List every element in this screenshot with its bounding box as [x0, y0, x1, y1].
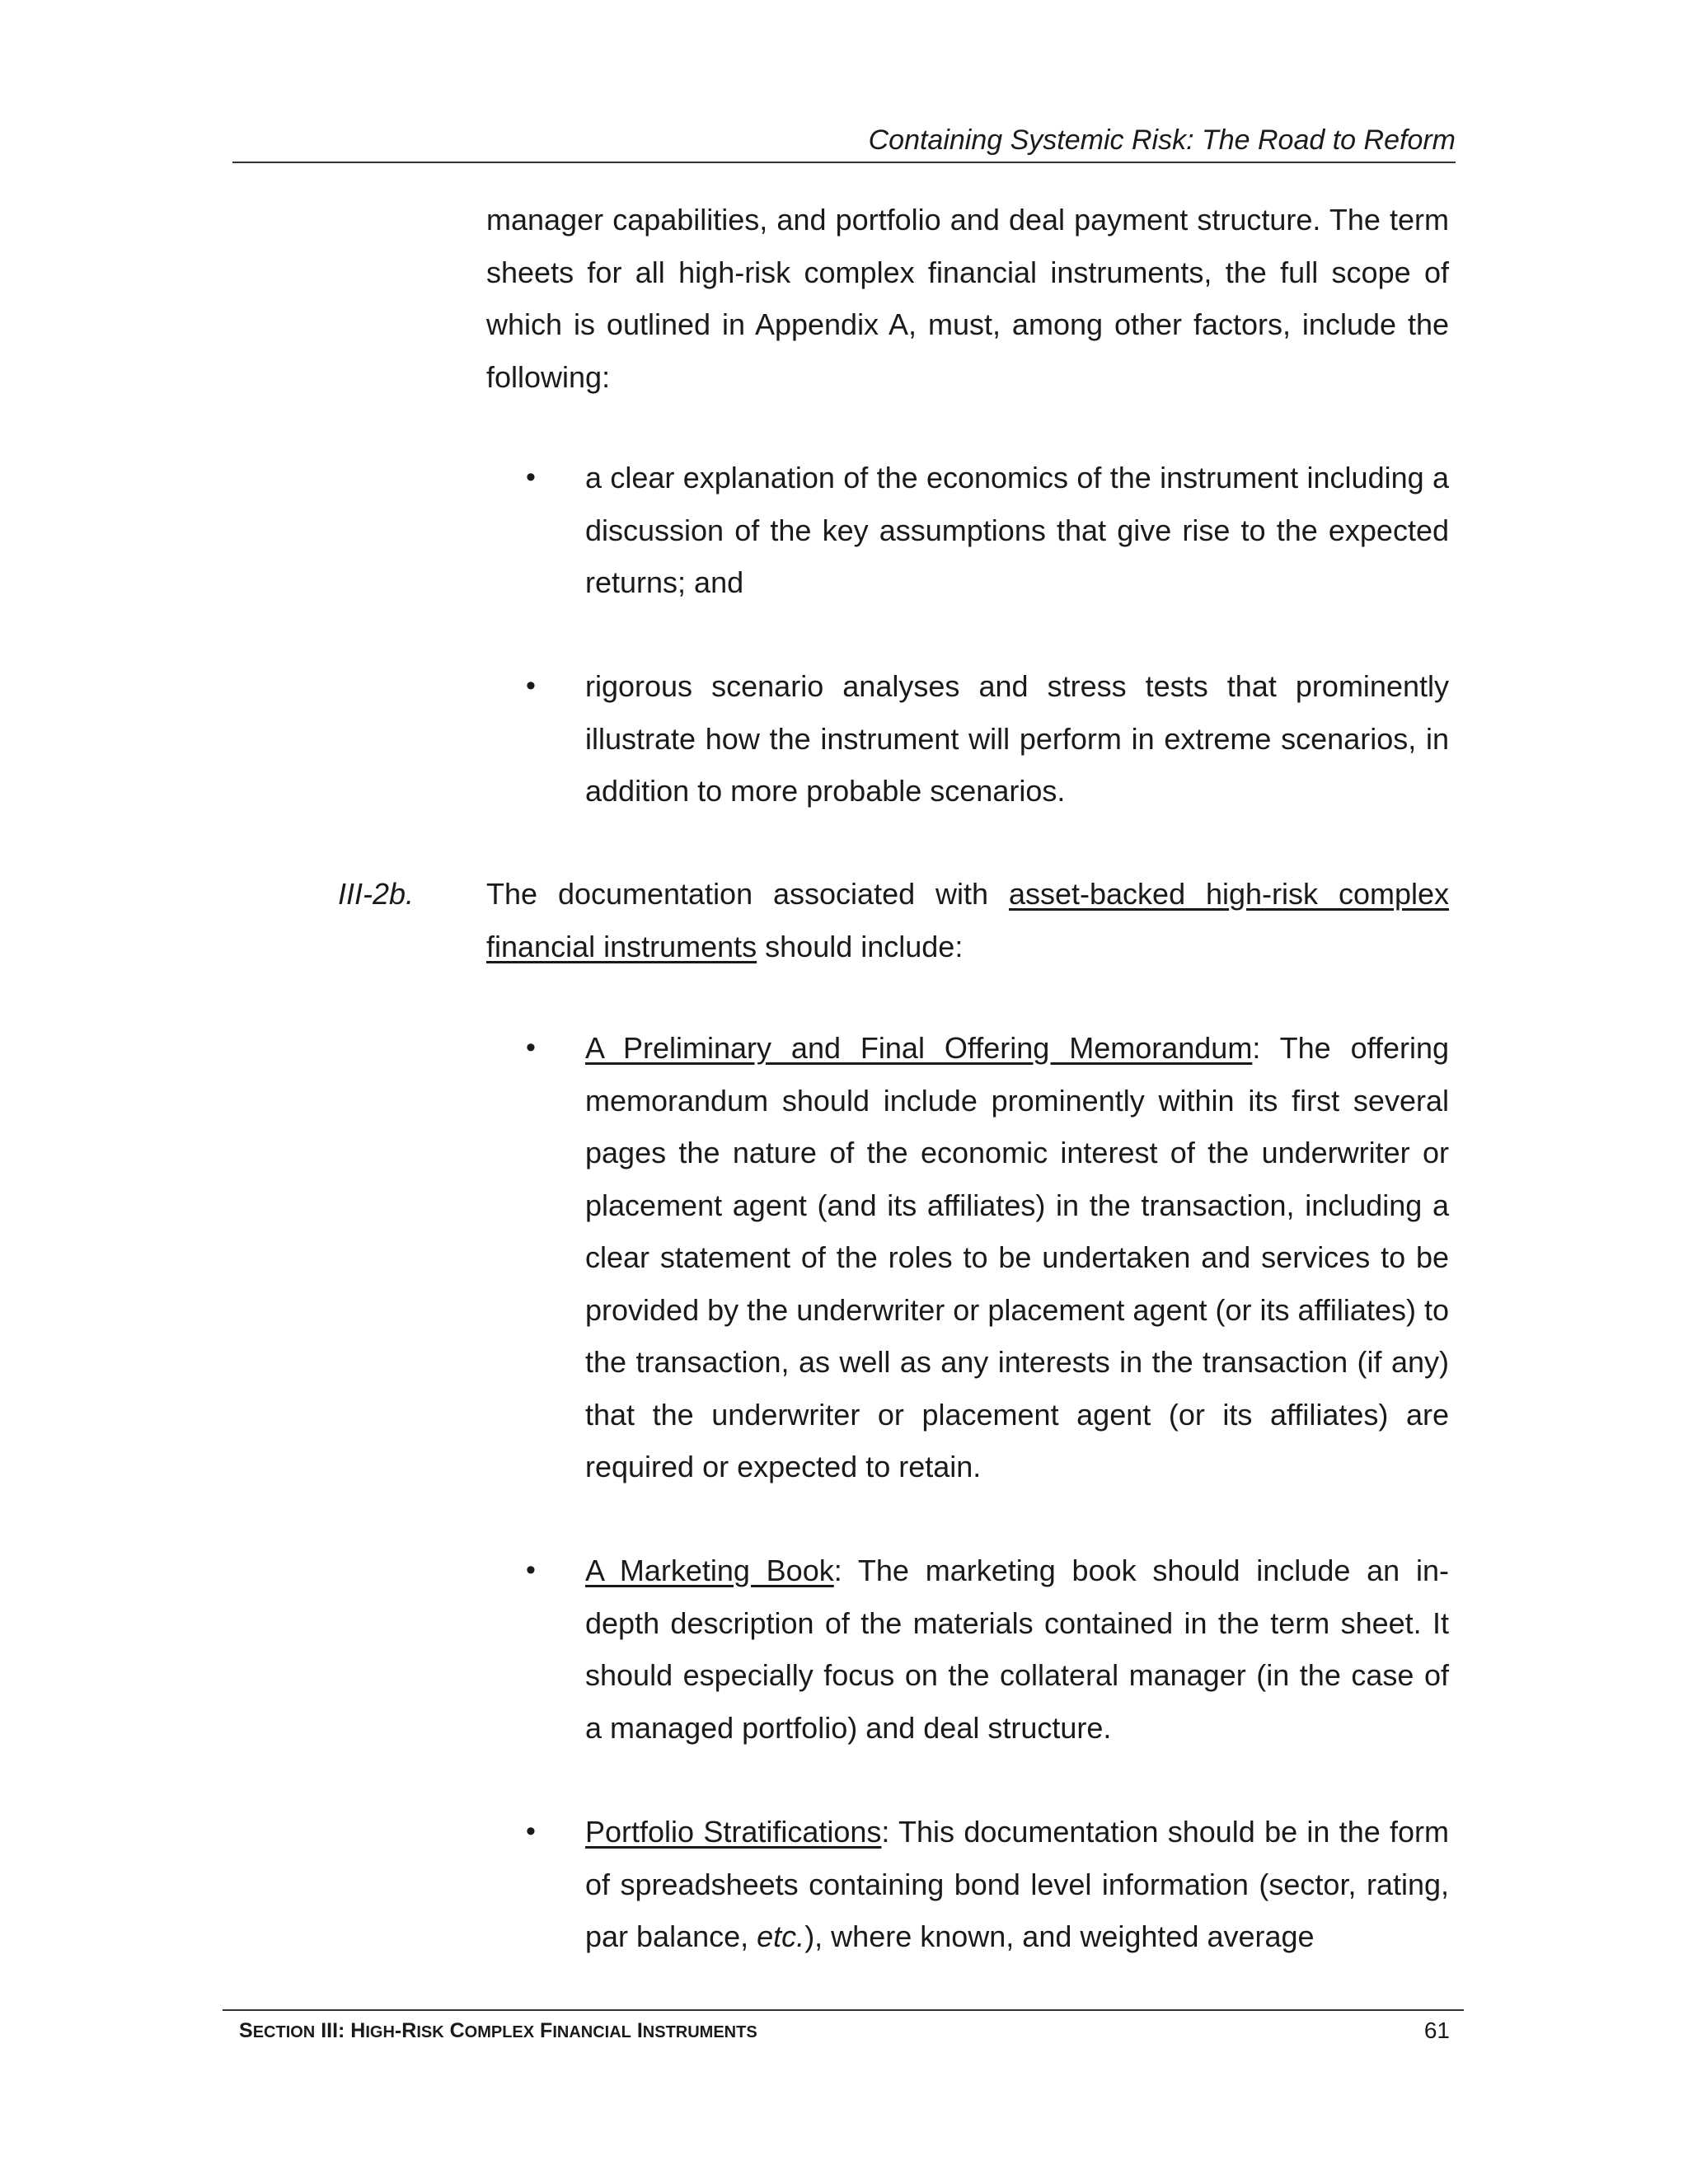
bullet-italic-text: etc.	[757, 1919, 805, 1953]
bullet-icon: •	[526, 1032, 536, 1063]
underlined-term: asset-backed high-risk complex financial instruments	[486, 877, 1449, 963]
bullet-icon: •	[526, 1554, 536, 1586]
list-item	[526, 1544, 1449, 1754]
bullet-text: a clear explanation of the economics of the instrument including a discussion of the key assumptions that give rise to the expected returns; and	[585, 461, 1449, 599]
page-number: 61	[1423, 2018, 1450, 2043]
page-footer	[223, 2009, 1464, 2043]
section-number: III-2b.	[338, 877, 415, 911]
bullet-text: rigorous scenario analyses and stress tests that prominently illustrate how the instrument will perform in extreme scenarios, in addition to more probable scenarios.	[585, 669, 1449, 808]
bullet-title: A Marketing Book	[585, 1554, 834, 1587]
bullet-title: A Preliminary and Final Offering Memorandum	[585, 1031, 1253, 1065]
bullet-text: : The marketing book should include an in-depth description of the materials contained in the term sheet. It should especially focus on the collateral manager (in the case of a managed portfolio) and deal structure.	[585, 1554, 1449, 1745]
list-item	[526, 660, 1449, 818]
intro-paragraph: manager capabilities, and portfolio and deal payment structure. The term sheets for all high-risk complex financial instruments, the full scope of which is outlined in Appendix A, must, among other factors, include the following:	[486, 203, 1449, 394]
list-item	[526, 1806, 1449, 1963]
bullet-text-end: ), where known, and weighted average	[804, 1919, 1315, 1953]
running-header: Containing Systemic Risk: The Road to Reform	[232, 122, 1456, 163]
section-2b-text-end: should include:	[757, 929, 964, 963]
list-item	[526, 452, 1449, 609]
list-item	[526, 1022, 1449, 1493]
section-2b-text-start: The documentation associated with	[486, 877, 1009, 911]
bullet-icon: •	[526, 670, 536, 701]
footer-section-label: SECTION III: HIGH-RISK COMPLEX FINANCIAL INSTRUMENTS	[239, 2019, 757, 2042]
bullet-icon: •	[526, 462, 536, 493]
bullet-title: Portfolio Stratifications	[585, 1815, 882, 1849]
section-2b-paragraph	[486, 868, 1449, 972]
bullet-icon: •	[526, 1816, 536, 1847]
bullet-text: : The offering memorandum should include prominently within its first several pages the nature of the economic interest of the underwriter or placement agent (and its affiliates) in the transaction, including a clear statement of the roles to be undertaken and services to be provided by the underwriter or placement agent (or its affiliates) to the transaction, as well as any interests in the transaction (if any) that the underwriter or placement agent (or its affiliates) are required or expected to retain.	[585, 1031, 1449, 1483]
bullet-text: : This documentation should be in the form of spreadsheets containing bond level information (sector, rating, par balance,	[585, 1815, 1449, 1953]
